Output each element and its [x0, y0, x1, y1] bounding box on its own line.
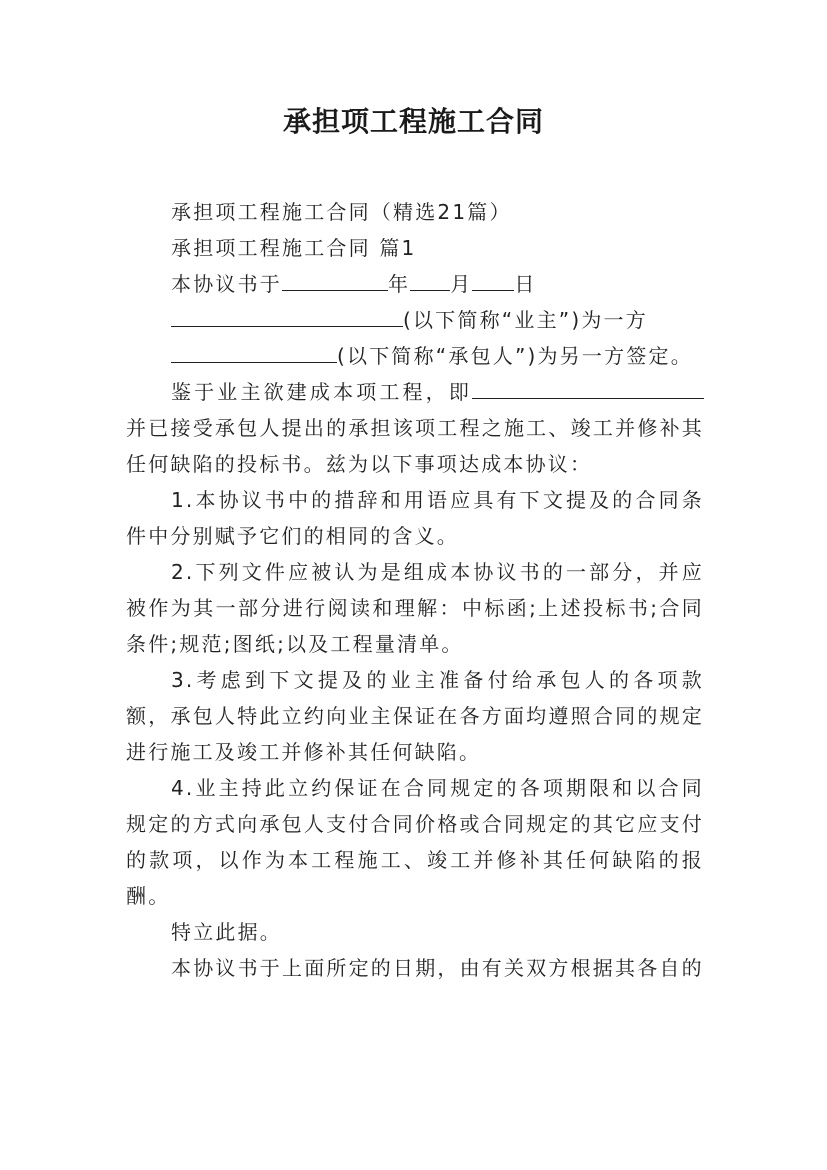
blank-date-field [282, 272, 388, 291]
party-owner-line [126, 302, 704, 338]
recital-start: 鉴于业主欲建成本项工程，即 [171, 380, 472, 404]
agreement-date-prefix: 本协议书于 [171, 272, 282, 296]
section-heading: 承担项工程施工合同 篇1 [171, 236, 417, 260]
party-contractor-text: (以下简称“承包人”)为另一方签定。 [337, 344, 693, 368]
blank-month-field [410, 272, 450, 291]
month-label: 月 [450, 272, 473, 296]
day-label: 日 [514, 272, 537, 296]
document-subtitle: 承担项工程施工合同（精选21篇） [171, 200, 512, 224]
clause-2: 2.下列文件应被认为是组成本协议书的一部分，并应被作为其一部分进行阅读和理解：中标函;上述投标书;合同条件;规范;图纸;以及工程量清单。 [126, 560, 704, 656]
blank-contractor-field [171, 344, 337, 363]
clause-4: 4.业主持此立约保证在合同规定的各项期限和以合同规定的方式向承包人支付合同价格或合同规定的其它应支付的款项，以作为本工程施工、竣工并修补其任何缺陷的报酬。 [126, 776, 704, 908]
agreement-date-line [126, 266, 704, 302]
blank-owner-field [171, 308, 403, 327]
witness-line: 特立此据。 [171, 920, 282, 944]
recital-rest: 并已接受承包人提出的承担该项工程之施工、竣工并修补其任何缺陷的投标书。兹为以下事项达成本协议： [126, 416, 704, 476]
party-contractor-line [126, 338, 704, 374]
year-label: 年 [388, 272, 411, 296]
party-owner-text: (以下简称“业主”)为一方 [403, 308, 648, 332]
closing-paragraph: 本协议书于上面所定的日期，由有关双方根据其各自的 [171, 956, 704, 980]
document-title: 承担项工程施工合同 [282, 105, 544, 138]
blank-day-field [472, 272, 514, 291]
clause-3: 3.考虑到下文提及的业主准备付给承包人的各项款额，承包人特此立约向业主保证在各方面均遵照合同的规定进行施工及竣工并修补其任何缺陷。 [126, 668, 704, 764]
blank-project-field [472, 380, 704, 399]
clause-1: 1.本协议书中的措辞和用语应具有下文提及的合同条件中分别赋予它们的相同的含义。 [126, 488, 704, 548]
recital-paragraph [126, 374, 704, 482]
document-body [126, 194, 704, 986]
